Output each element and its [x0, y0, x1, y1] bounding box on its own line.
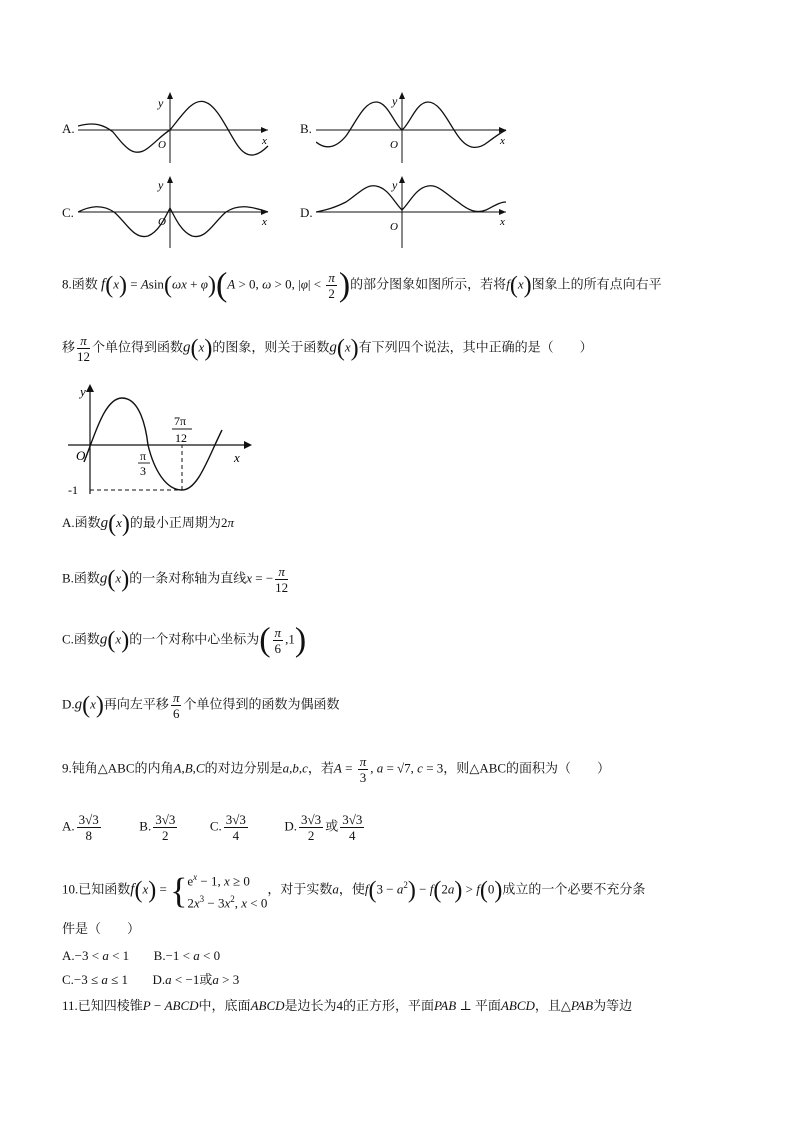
q7a-x-label: x [262, 135, 267, 147]
q9-option-d-label: D. [284, 818, 298, 834]
q11-stem-e: ，且 [534, 998, 561, 1013]
q8-graph-x-label: x [234, 450, 240, 465]
q8-number: 8. [62, 276, 72, 292]
q7a-y-label: y [158, 96, 164, 110]
q9-option-a-label: A. [62, 818, 75, 834]
q8-graph-pi3-den: 3 [140, 464, 146, 478]
q10-stem-line2: 件是（ ） [62, 921, 141, 936]
q7-option-d-graph [316, 172, 516, 252]
q9-or: 或 [325, 818, 339, 834]
q10-option-d-label: D. [152, 972, 166, 987]
q10-options-row2: C.−3 ≤ a ≤ 1 D.a < −1或a > 3 [62, 972, 240, 987]
q7b-x-label: x [500, 135, 505, 147]
q7-option-b-graph [316, 88, 516, 168]
q7d-x-label: x [500, 216, 505, 228]
q7c-origin-label: O [158, 216, 166, 228]
q8-option-d: D.g(x)再向左平移 $\frac{\pi}{6}$ 个单位得到的函数为偶函数 [62, 690, 340, 721]
q9-number: 9. [62, 760, 72, 776]
q8-stem-part3: 图象上的所有点向右平 [531, 276, 662, 292]
q9-stem-e: ，则 [443, 760, 470, 776]
q10-stem: 10.已知函数f(x) = { $e^x - 1$, x ≥ 0 $2x^3 - 3x^2$, x < 0 ，对于实数a，使$f(3 - a^2) - f(2a) > f(0)$成立的一个必要不充分条 [62, 870, 646, 911]
q11-stem: 11.已知四棱锥P − ABCD中，底面ABCD是边长为4的正方形，平面PAB ⊥ 平面ABCD，且△PAB为等边 [62, 998, 633, 1013]
q8-stem-part1: 函数 [71, 276, 98, 292]
q8-option-b-label: B.函数 [62, 570, 100, 586]
q7-option-b-label: B. [300, 121, 312, 136]
q7b-y-label: y [392, 94, 398, 108]
q8-graph-minus-one: -1 [68, 483, 78, 497]
q7b-origin-label: O [390, 139, 398, 151]
q8-option-d-mid: 再向左平移 [103, 696, 169, 712]
q8-option-a-label: A.函数 [62, 515, 101, 530]
q8-stem-line2-b: 个单位得到函数 [92, 339, 184, 355]
q9-stem-d: ，若 [307, 760, 334, 776]
q9-options: A. $\frac{3√3}{8}$ B. $\frac{3√3}{2}$ C. $\frac{3√3}{4}$ D. $\frac{3√3}{2}$ 或 $\frac{3√3}{4}$ [62, 812, 363, 843]
q8-stem-part2: 的部分图象如图所示，若将 [350, 276, 507, 292]
q9-stem-a: 钝角 [71, 760, 98, 776]
q11-stem-b: 中，底面 [198, 998, 251, 1013]
q8-stem-line2: 移 $\frac{\pi}{12}$ 个单位得到函数g(x)的图象，则关于函数g(x)有下列四个说法，其中正确的是（ ） [62, 333, 593, 364]
q8-stem-line2-c: 的图象，则关于函数 [212, 339, 330, 355]
q8-graph-7pi-num: 7π [174, 414, 187, 428]
q8-option-d-label: D. [62, 696, 75, 712]
q8-option-c-label: C.函数 [62, 631, 100, 647]
q10-option-c-label: C. [62, 972, 74, 987]
q7c-y-label: y [158, 178, 164, 192]
q8-graph-7pi-den: 12 [175, 431, 187, 445]
q9-stem: 9.钝角△ABC的内角A,B,C的对边分别是a,b,c，若A = $\frac{\pi}{3}$ , a = √7, c = 3，则△ABC的面积为（ ） [62, 754, 611, 785]
q8-option-b: B.函数g(x)的一条对称轴为直线x = − $\frac{\pi}{12}$ [62, 564, 289, 595]
q10-or: 或 [199, 972, 213, 987]
q8-stem-line2-a: 移 [62, 339, 76, 355]
q7c-x-label: x [262, 216, 267, 228]
q8-stem-line1: 8.函数 f(x) = Asin(ωx + φ)(A > 0, ω > 0, |φ| < $\frac{\pi}{2}$ )的部分图象如图所示，若将f(x)图象上的所有点向右平 [62, 266, 662, 304]
q11-stem-c: 是边长为4的正方形，平面 [284, 998, 435, 1013]
q10-option-b-label: B. [153, 948, 166, 963]
q8-option-a: A.函数g(x)的最小正周期为2π [62, 511, 234, 538]
q7d-origin-label: O [390, 221, 398, 233]
q7-option-a-graph [78, 88, 278, 168]
q10-stem-a: 已知函数 [78, 881, 131, 897]
q8-option-a-tail: 的最小正周期为 [129, 515, 221, 530]
q10-option-a-label: A. [62, 948, 75, 963]
q7d-y-label: y [392, 178, 398, 192]
q7a-origin-label: O [158, 139, 166, 151]
q8-graph-pi3-num: π [140, 449, 147, 463]
q9-option-b-label: B. [139, 818, 152, 834]
q11-stem-d: 平面 [474, 998, 501, 1013]
q8-option-b-tail: 的一条对称轴为直线 [129, 570, 247, 586]
q10-stem-d: 成立的一个必要不充分条 [502, 881, 646, 897]
q8-stem-line2-d: 有下列四个说法，其中正确的是（ ） [358, 339, 593, 355]
q8-graph-y-label: y [80, 384, 86, 399]
q8-graph-origin: O [76, 448, 86, 463]
q7-option-a-label: A. [62, 121, 75, 136]
q8-graph [62, 378, 262, 498]
q9-stem-b: ABC的内角 [107, 760, 174, 776]
q10-stem-b: ，对于实数 [267, 881, 333, 897]
q7-option-c-graph [78, 172, 278, 252]
q11-stem-a: 已知四棱锥 [77, 998, 143, 1013]
q10-options-row1: A.−3 < a < 1 B.−1 < a < 0 [62, 948, 221, 963]
q10-stem-c: ，使 [338, 881, 365, 897]
q11-stem-f: 为等边 [593, 998, 633, 1013]
q10-number: 10. [62, 881, 79, 897]
q9-stem-c: 的对边分别是 [204, 760, 283, 776]
q9-stem-f: ABC的面积为（ ） [479, 760, 611, 776]
q8-option-c: C.函数g(x)的一个对称中心坐标为( $\frac{\pi}{6}$ ,1) [62, 621, 307, 659]
q7-option-c-label: C. [62, 205, 74, 220]
q8-option-c-tail: 的一个对称中心坐标为 [129, 631, 260, 647]
q11-number: 11. [62, 998, 78, 1013]
q8-option-d-tail: 个单位得到的函数为偶函数 [183, 696, 340, 712]
q7-option-d-label: D. [300, 205, 313, 220]
q9-option-c-label: C. [209, 818, 222, 834]
